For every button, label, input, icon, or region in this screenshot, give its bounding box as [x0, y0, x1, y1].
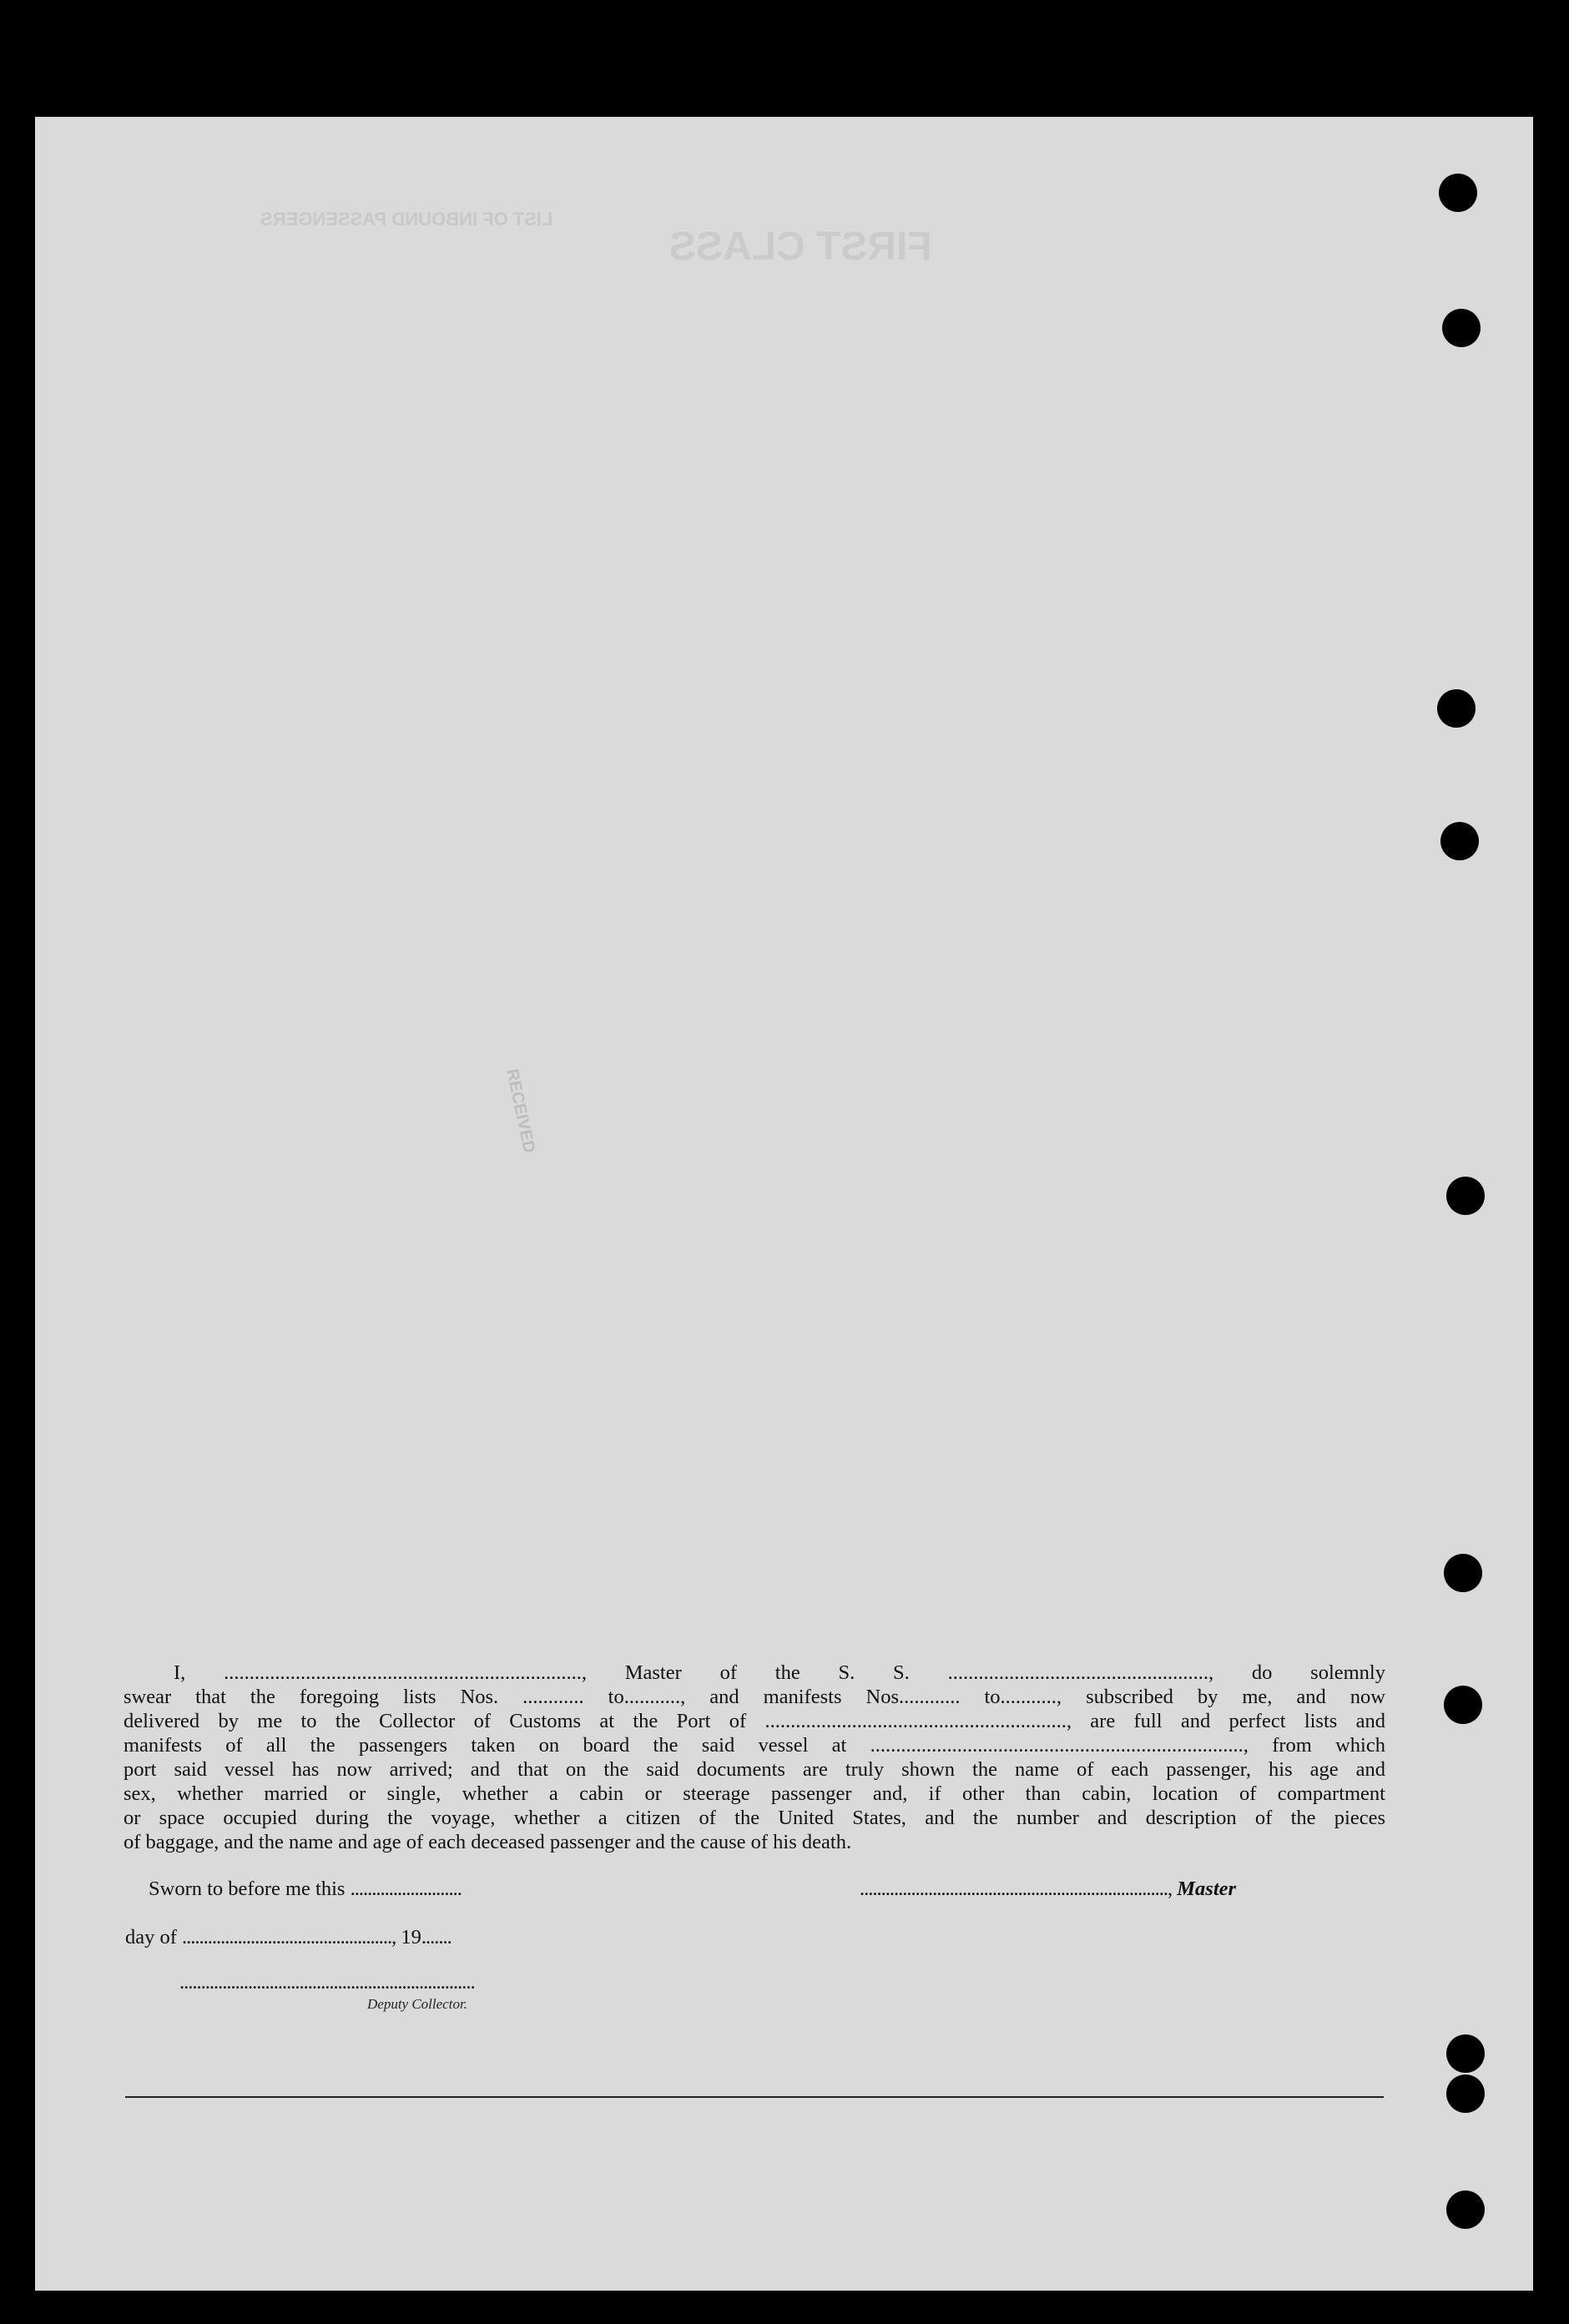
oath-line-8: of baggage, and the name and age of each deceased passenger and the cause of his death. — [124, 1831, 852, 1853]
deputy-signature-blank: ..................................................................... — [179, 1971, 475, 1994]
masters-oath-paragraph — [124, 1661, 1385, 1854]
oath-line-1: I, ......................................................................, Master of the S. S. ..................................................., do solemnly — [174, 1661, 1385, 1684]
punch-hole-3 — [1437, 689, 1476, 728]
punch-hole-8 — [1446, 2034, 1485, 2073]
punch-hole-1 — [1439, 174, 1477, 212]
punch-hole-5 — [1446, 1177, 1485, 1215]
oath-line-3: delivered by me to the Collector of Customs at the Port of ..........................................................., are full and perfect lists and — [124, 1710, 1385, 1732]
punch-hole-4 — [1440, 822, 1479, 860]
year-blank: ....... — [421, 1926, 452, 1948]
year-prefix: 19 — [401, 1926, 421, 1948]
punch-hole-9 — [1446, 2074, 1485, 2113]
punch-hole-2 — [1442, 309, 1481, 347]
day-of-blank: ................................................., — [182, 1926, 396, 1948]
bottom-rule — [125, 2096, 1384, 2098]
day-of-label: day of — [125, 1926, 177, 1948]
sworn-row — [149, 1878, 462, 1901]
bleed-header-small: LIST OF INBOUND PASSENGERS — [260, 209, 553, 229]
punch-hole-6 — [1444, 1554, 1482, 1592]
received-stamp: RECEIVED — [502, 1067, 539, 1155]
punch-hole-7 — [1444, 1686, 1482, 1724]
deputy-collector-label: Deputy Collector. — [367, 1996, 467, 2012]
document-page — [35, 117, 1533, 2291]
oath-line-2: swear that the foregoing lists Nos. ............ to..........., and manifests Nos............ to..........., subscribed by me, and now — [124, 1686, 1385, 1708]
master-label: Master — [1177, 1878, 1237, 1900]
punch-hole-10 — [1446, 2190, 1485, 2229]
master-signature-row — [860, 1878, 1236, 1901]
oath-line-6: sex, whether married or single, whether a cabin or steerage passenger and, if other than cabin, location of compartment — [124, 1782, 1385, 1805]
bleed-header-large: FIRST CLASS — [669, 224, 932, 269]
deputy-signature-row — [179, 1971, 475, 1994]
day-of-row — [125, 1926, 452, 1949]
sworn-label: Sworn to before me this — [149, 1878, 346, 1900]
oath-line-5: port said vessel has now arrived; and that on the said documents are truly shown the name of each passenger, his age and — [124, 1758, 1385, 1781]
master-signature-blank: ........................................................................, — [860, 1878, 1173, 1900]
sworn-date-blank: .......................... — [350, 1878, 462, 1900]
oath-line-4: manifests of all the passengers taken on board the said vessel at ........................................................................., from which — [124, 1734, 1385, 1757]
oath-line-7: or space occupied during the voyage, whether a citizen of the United States, and the number and description of the pieces — [124, 1807, 1385, 1829]
